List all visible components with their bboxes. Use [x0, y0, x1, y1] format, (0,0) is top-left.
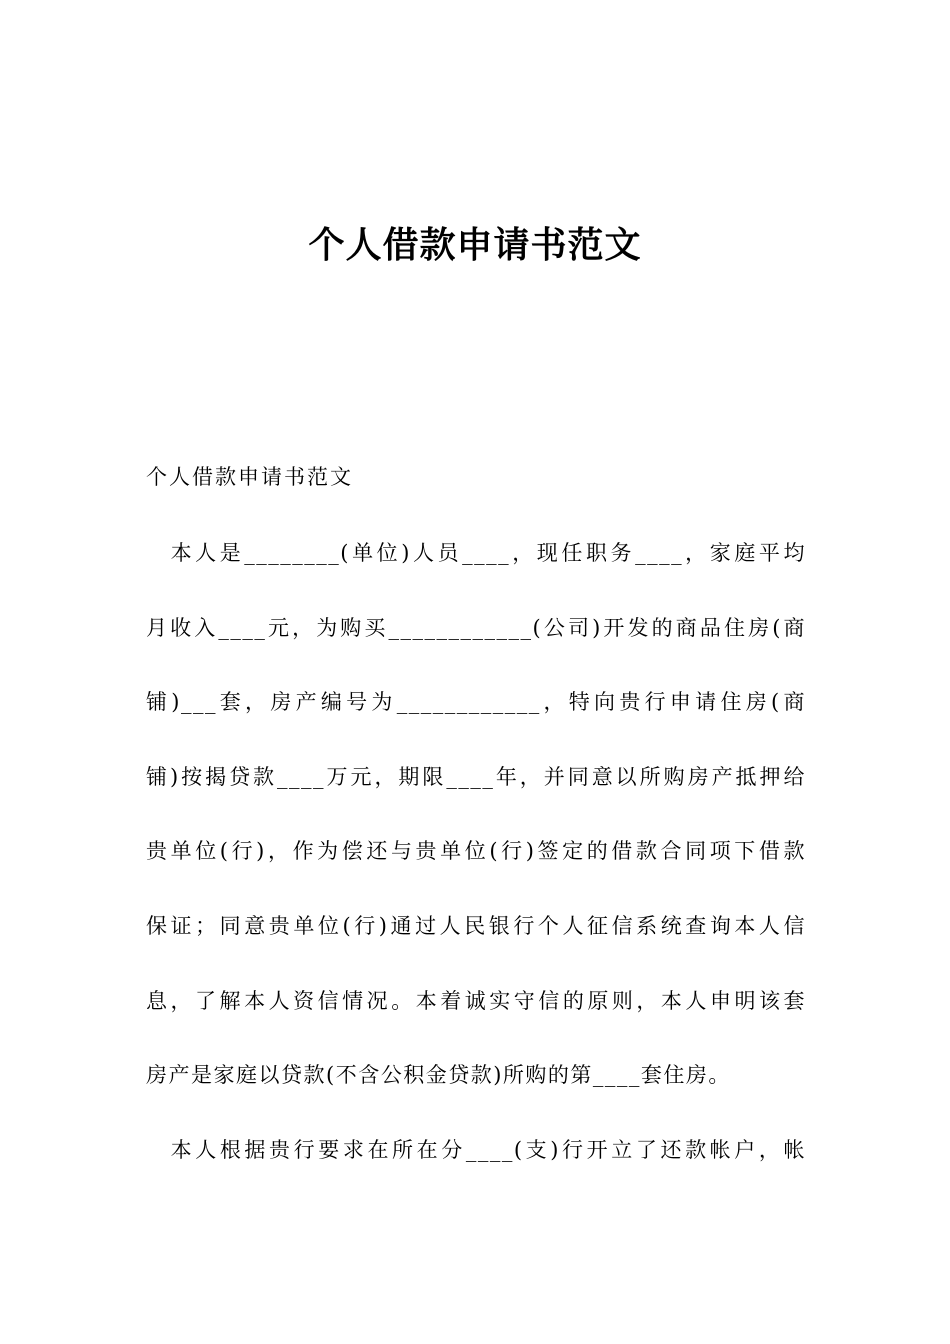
paragraph-1-line-2: 月收入____元，为购买____________(公司)开发的商品住房(商	[146, 616, 806, 640]
paragraph-1-line-3: 铺)___套，房产编号为____________，特向贵行申请住房(商	[146, 690, 806, 714]
paragraph-1-line-5: 贵单位(行)，作为偿还与贵单位(行)签定的借款合同项下借款	[146, 839, 806, 863]
paragraph-1-line-6: 保证；同意贵单位(行)通过人民银行个人征信系统查询本人信	[146, 914, 806, 938]
paragraph-1-line-1: 本人是________(单位)人员____，现任职务____，家庭平均	[146, 541, 806, 565]
document-subheading: 个人借款申请书范文	[146, 465, 353, 489]
paragraph-2-line-1: 本人根据贵行要求在所在分____(支)行开立了还款帐户，帐	[146, 1138, 806, 1162]
paragraph-1-line-4: 铺)按揭贷款____万元，期限____年，并同意以所购房产抵押给	[146, 765, 806, 789]
paragraph-1-line-7: 息，了解本人资信情况。本着诚实守信的原则，本人申明该套	[146, 989, 806, 1013]
document-title: 个人借款申请书范文	[308, 225, 642, 266]
paragraph-1-line-8: 房产是家庭以贷款(不含公积金贷款)所购的第____套住房。	[146, 1063, 731, 1087]
